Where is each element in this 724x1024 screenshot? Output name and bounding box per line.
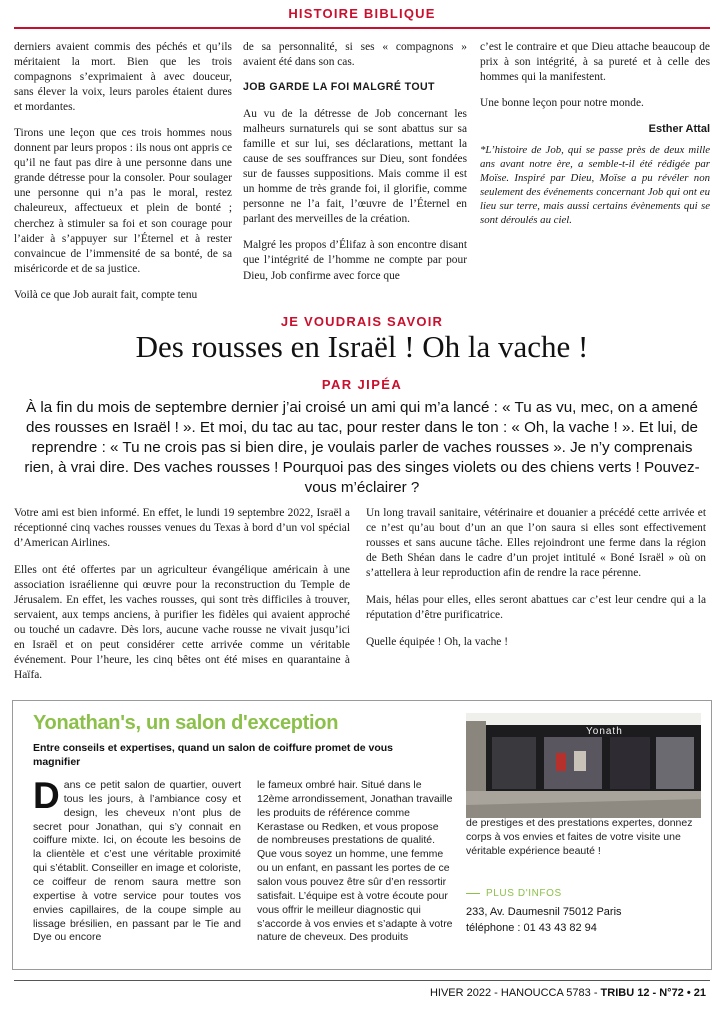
- salon-contact: [466, 905, 622, 937]
- divider: [466, 893, 480, 895]
- ad-title: Yonathan's, un salon d'exception: [33, 712, 339, 734]
- footer-page-number: TRIBU 12 - N°72 • 21: [600, 987, 706, 999]
- paragraph: Au vu de la détresse de Job concernant les malheurs surnaturels qui se sont abattus sur sa famille et sur lui, ses déclarations, mettant la cause de ses souffrances sur Dieu, sont fondées sur de fausses suppositions. Mais comme il est un homme de très grande foi, il glorifie, comme personne ne l’a fait, l’œuvre de l’Éternel en parlant des merveilles de la création.: [243, 108, 467, 226]
- top-article-column-2: [243, 40, 467, 295]
- more-info-label: [466, 888, 562, 899]
- ad-paragraph: ans ce petit salon de quartier, ouvert tous les jours, à l’ambiance cosy et design, les cheveux n’ont plus de secret pour Jonathan, qui s’y connait en coiffure mixte. Ici, on écoute les besoins de la clientèle et c’est une véritable proximité qui s’établit. Conseiller en image et coloriste, ce coiffeur de renom saura mettre son expertise à votre service pour toutes vos envies capillaires, de la coupe simple au lissage brésilien, en passant par le Tie and Dye ou encore: [33, 779, 241, 944]
- paragraph: Voilà ce que Job aurait fait, compte tenu: [14, 288, 198, 301]
- author-name: Esther Attal: [648, 123, 710, 136]
- top-article-column-3: [480, 40, 710, 227]
- paragraph: Quelle équipée ! Oh, la vache !: [366, 636, 508, 649]
- ad-column-1: [33, 775, 241, 945]
- paragraph: Tirons une leçon que ces trois hommes nous donnent par leurs propos : ils nous ont appris ce qu’il ne faut pas dire à une personne dans une grande détresse pour la consoler. Pour soulager une personne qui n’a pas le moral, restez chaleureux, affectueux et plein de bonté ; cherchez à stimuler sa foi et son courage pour l’aider à s’appuyer sur l’Éternel et à rester convaincue de l’immensité de sa bonté, de sa miséricorde et de sa justice.: [14, 127, 232, 275]
- top-article-column-1: [14, 40, 232, 314]
- paragraph: Mais, hélas pour elles, elles seront abattues car c’est leur cendre qui a la réputation d’être purificatrice.: [366, 594, 706, 622]
- footer-issue: HIVER 2022 - HANOUCCA 5783 -: [429, 987, 601, 999]
- salon-address: 233, Av. Daumesnil 75012 Paris: [466, 906, 622, 918]
- paragraph: Elles ont été offertes par un agriculteur évangélique américain à une association israélienne qui œuvre pour la reconstruction du Temple de Jérusalem. En effet, les vaches rousses, qui sont très difficiles à trouver, servaient, aux temps anciens, à purifier les fidèles qui avaient approché ou touché un cadavre. Dès lors, aucune vache rousse ne vivait jusqu’ici en Israël et on peut considérer cette arrivée comme un véritable événement. Pour l’heure, les cinq bêtes ont été mises en quarantaine à Haïfa.: [14, 564, 350, 682]
- ad-column-3: de prestiges et des prestations expertes, donnez corps à vos envies et faites de votre visite une véritable expérience beauté !: [466, 817, 693, 857]
- salon-storefront-photo: [466, 713, 701, 818]
- ad-column-2: le fameux ombré hair. Situé dans le 12ème arrondissement, Jonathan travaille les produits de référence comme Kerastase ou Redken, et vous propose de nombreuses prestations de qualité. Que vous soyez un homme, une femme ou un enfant, en passant les portes de ce salon vous pouvez être sûr d’en ressortir satisfait. L’équipe est à votre écoute pour vous offrir le meilleur diagnostic qui s’accorde à vos envies et s’adapte à votre nature de cheveux. Des produits: [257, 779, 453, 944]
- feature-column-1: [14, 506, 350, 696]
- salon-phone: téléphone : 01 43 43 82 94: [466, 921, 597, 934]
- more-info-text: PLUS D'INFOS: [486, 888, 562, 899]
- paragraph: Un long travail sanitaire, vétérinaire et douanier a précédé cette arrivée et ce n’est qu’au bout d’un an que l’on saura si elles sont effectivement rousses et sans aucune tâche. Elles rejoindront une ferme dans la région de Beth Shéan dans le cadre d’un projet intitulé « Boné Israël » où on s’attellera à leur reproduction afin de rendre la race pérenne.: [366, 507, 706, 580]
- section-header: HISTOIRE BIBLIQUE: [0, 6, 724, 21]
- top-article: [14, 40, 710, 301]
- feature-column-2: [366, 506, 706, 662]
- ad-subtitle: Entre conseils et expertises, quand un salon de coiffure promet de vous magnifier: [33, 742, 394, 768]
- footer-divider: [14, 980, 710, 981]
- feature-headline: Des rousses en Israël ! Oh la vache !: [135, 329, 589, 364]
- feature-byline: PAR JIPÉA: [321, 377, 403, 392]
- paragraph: de sa personnalité, si ses « compagnons » avaient été dans son cas.: [243, 41, 467, 69]
- footnote: *L’histoire de Job, qui se passe près de deux mille ans avant notre ère, a semble-t-il été rédigée par Moïse. Inspiré par Dieu, Moïse a pu révéler non seulement des événements concernant Job qui ont eu lieu sur terre, mais aussi certains évènements qui se sont déroulés au ciel.: [480, 143, 710, 226]
- paragraph: Une bonne leçon pour notre monde.: [480, 97, 644, 110]
- salon-advertisement: [12, 700, 712, 970]
- paragraph: Malgré les propos d’Élifaz à son encontre disant que l’intégrité de l’homme ne compte par pour Dieu, Job confirme avec force que: [243, 239, 467, 282]
- paragraph: derniers avaient commis des péchés et qu’ils méritaient la mort. Bien que les trois compagnons s’exprimaient à avec douceur, sans élever la voix, leurs paroles étaient dures et mordantes.: [14, 41, 232, 114]
- paragraph: Votre ami est bien informé. En effet, le lundi 19 septembre 2022, Israël a réceptionné cinq vaches rousses venues du Texas à bord d’un vol spécial d’American Airlines.: [14, 507, 350, 550]
- storefront-sign: Yonath: [586, 726, 623, 737]
- ad-body: [33, 775, 453, 967]
- subheading: JOB GARDE LA FOI MALGRÉ TOUT: [243, 81, 435, 94]
- feature-kicker: JE VOUDRAIS SAVOIR: [280, 314, 444, 329]
- page-footer: [430, 987, 706, 999]
- paragraph: c’est le contraire et que Dieu attache beaucoup de prix à son intégrité, à sa pureté et à celle des hommes qui la manifestent.: [480, 41, 710, 84]
- drop-cap: D: [33, 775, 60, 816]
- feature-lead: À la fin du mois de septembre dernier j’ai croisé un ami qui m’a lancé : « Tu as vu, mec, on a amené des rousses en Israël ! ». Et moi, du tac au tac, pour rester dans le ton : « Oh, la vache ! ». Et lui, de reprendre : « Tu ne crois pas si bien dire, je voulais parler de vaches rousses ». Je n’y comprenais rien, à vrai dire. Des vaches rousses ! Pourquoi pas des singes violets ou des chiens verts ! Pouvez-vous m’éclairer ?: [24, 399, 700, 497]
